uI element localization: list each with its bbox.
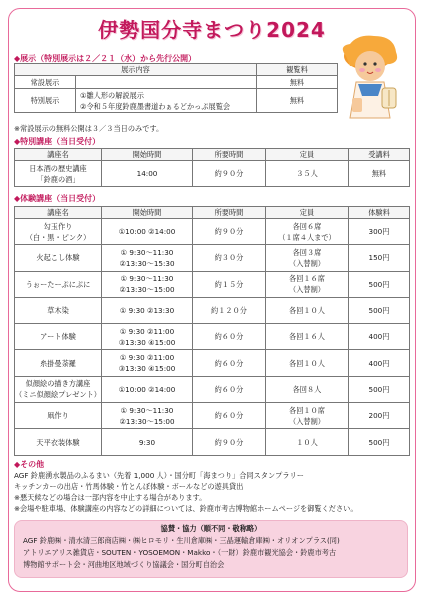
workshop-row-fee: 500円 <box>349 376 410 402</box>
special-row-capacity: ３５人 <box>266 161 349 187</box>
workshop-row-name: うぉーたーぷにぷに <box>15 271 102 297</box>
table-row <box>15 429 410 455</box>
workshop-row-time: 9:30 <box>102 429 193 455</box>
workshop-row-capacity: 各回１６人 <box>266 324 349 350</box>
workshop-row-time: ① 9:30 ②11:00 ③13:30 ④15:00 <box>102 350 193 376</box>
workshop-row-time: ① 9:30～11:30 ②13:30～15:00 <box>102 271 193 297</box>
exhibit-row-label: 常設展示 <box>15 76 76 89</box>
workshop-row-duration: 約１２０分 <box>193 297 266 323</box>
special-row-fee: 無料 <box>349 161 410 187</box>
workshop-header-time: 開始時間 <box>102 207 193 219</box>
workshop-row-capacity: １０人 <box>266 429 349 455</box>
workshop-header-name: 講座名 <box>15 207 102 219</box>
other-line: キッチンカーの出店・竹馬体験・竹とんぼ体験・ボールなどの遊具貸出 <box>14 482 244 491</box>
special-heading: ◆特別講座（当日受付） <box>14 137 101 146</box>
exhibit-row-fee: 無料 <box>257 76 338 89</box>
workshop-header-fee: 体験料 <box>349 207 410 219</box>
workshop-row-fee: 200円 <box>349 403 410 429</box>
cooperation-box <box>14 520 408 578</box>
workshop-row-name: 凧作り <box>15 403 102 429</box>
table-row <box>15 271 410 297</box>
other-list <box>14 470 410 514</box>
workshop-row-time: ①10:00 ②14:00 <box>102 219 193 245</box>
special-row-duration: 約９０分 <box>193 161 266 187</box>
workshop-heading: ◆体験講座（当日受付） <box>14 194 101 203</box>
workshop-row-time: ① 9:30～11:30 ②13:30～15:30 <box>102 245 193 271</box>
exhibit-row-content: ①雛人形の解説展示 ②令和５年度鈴鹿墨書道わぁるどかっぷ展覧会 <box>76 89 257 113</box>
workshop-row-time: ① 9:30～11:30 ②13:30～15:00 <box>102 403 193 429</box>
page-title: 伊勢国分寺まつり2024 <box>98 18 326 42</box>
table-row <box>15 76 338 89</box>
workshop-row-name: 似顔絵の描き方講座 （ミニ似顔絵プレゼント） <box>15 376 102 402</box>
exhibit-note: ※常設展示の無料公開は３／３当日のみです。 <box>14 124 164 133</box>
workshop-header-duration: 所要時間 <box>193 207 266 219</box>
table-row <box>15 350 410 376</box>
table-row <box>15 403 410 429</box>
other-line: ※会場や駐車場、体験講座の内容などの詳細については、鈴鹿市考古博物館ホームページを御覧ください。 <box>14 504 358 513</box>
exhibit-header-fee: 観覧料 <box>257 64 338 76</box>
workshop-row-duration: 約９０分 <box>193 429 266 455</box>
exhibit-row-content <box>76 76 257 89</box>
workshop-row-capacity: 各回８人 <box>266 376 349 402</box>
workshop-row-time: ① 9:30 ②11:00 ③13:30 ④15:00 <box>102 324 193 350</box>
special-header-time: 開始時間 <box>102 149 193 161</box>
exhibit-heading: ◆展示（特別展示は２／２１（水）から先行公開） <box>14 54 197 63</box>
table-row <box>15 89 338 113</box>
workshop-row-duration: 約３０分 <box>193 245 266 271</box>
exhibit-row-label: 特別展示 <box>15 89 76 113</box>
special-row-name: 日本酒の歴史講座 「鈴鹿の酒」 <box>15 161 102 187</box>
workshop-row-name: 勾玉作り （白・黒・ピンク） <box>15 219 102 245</box>
workshop-row-capacity: 各回１６席 （入替制） <box>266 271 349 297</box>
workshop-row-duration: 約９０分 <box>193 219 266 245</box>
table-row <box>15 161 410 187</box>
other-line: ※悪天候などの場合は一部内容を中止する場合があります。 <box>14 493 207 502</box>
workshop-row-name: 火起こし体験 <box>15 245 102 271</box>
workshop-row-fee: 400円 <box>349 324 410 350</box>
other-line: AGF 鈴鹿湧水製品のふるまい（先着 1,000 人）・国分町「海まつり」合同スタンプラリー <box>14 471 304 480</box>
workshop-row-duration: 約６０分 <box>193 350 266 376</box>
workshop-row-name: 天平衣装体験 <box>15 429 102 455</box>
workshop-row-fee: 500円 <box>349 297 410 323</box>
workshop-row-fee: 300円 <box>349 219 410 245</box>
workshop-row-capacity: 各回１０席 （入替制） <box>266 403 349 429</box>
workshop-row-capacity: 各回１０人 <box>266 297 349 323</box>
workshop-row-time: ① 9:30 ②13:30 <box>102 297 193 323</box>
cooperation-line: AGF 鈴鹿㈱・清水清三郎商店㈱・㈱ヒロモリ・生川倉庫㈱・三晶運輸倉庫㈱・オリオンプラス(同) <box>23 536 340 545</box>
workshop-row-fee: 500円 <box>349 429 410 455</box>
workshop-row-duration: 約１５分 <box>193 271 266 297</box>
workshop-row-duration: 約６０分 <box>193 403 266 429</box>
workshop-row-fee: 400円 <box>349 350 410 376</box>
cooperation-line: 博物館サポート会・河曲地区地域づくり協議会・国分町自治会 <box>23 560 225 569</box>
workshop-row-name: アート体験 <box>15 324 102 350</box>
exhibit-header-content: 展示内容 <box>15 64 257 76</box>
workshop-table <box>14 206 410 456</box>
workshop-row-capacity: 各回３席 （入替制） <box>266 245 349 271</box>
workshop-row-duration: 約６０分 <box>193 376 266 402</box>
workshop-row-capacity: 各回１０人 <box>266 350 349 376</box>
workshop-row-fee: 500円 <box>349 271 410 297</box>
special-header-duration: 所要時間 <box>193 149 266 161</box>
cooperation-line: アトリエアリス雑貨店・SOUTEN・YOSOEMON・Makko・（一財）鈴鹿市観光協会・鈴鹿市考古 <box>23 548 337 557</box>
table-row <box>15 324 410 350</box>
table-row <box>15 245 410 271</box>
exhibit-table <box>14 63 338 113</box>
workshop-row-time: ①10:00 ②14:00 <box>102 376 193 402</box>
cooperation-title: 協賛・協力（順不同・敬称略） <box>160 524 262 533</box>
special-header-name: 講座名 <box>15 149 102 161</box>
other-heading: ◆その他 <box>14 460 45 469</box>
table-row <box>15 376 410 402</box>
workshop-row-fee: 150円 <box>349 245 410 271</box>
table-row <box>15 297 410 323</box>
exhibit-row-fee: 無料 <box>257 89 338 113</box>
special-table <box>14 148 410 187</box>
workshop-row-duration: 約６０分 <box>193 324 266 350</box>
workshop-header-capacity: 定員 <box>266 207 349 219</box>
workshop-row-name: 草木染 <box>15 297 102 323</box>
mascot-illustration <box>338 26 404 124</box>
special-row-time: 14:00 <box>102 161 193 187</box>
table-row <box>15 219 410 245</box>
workshop-row-capacity: 各回６席 （１席４人まで） <box>266 219 349 245</box>
special-header-fee: 受講料 <box>349 149 410 161</box>
special-header-capacity: 定員 <box>266 149 349 161</box>
workshop-row-name: 糸掛曼荼羅 <box>15 350 102 376</box>
